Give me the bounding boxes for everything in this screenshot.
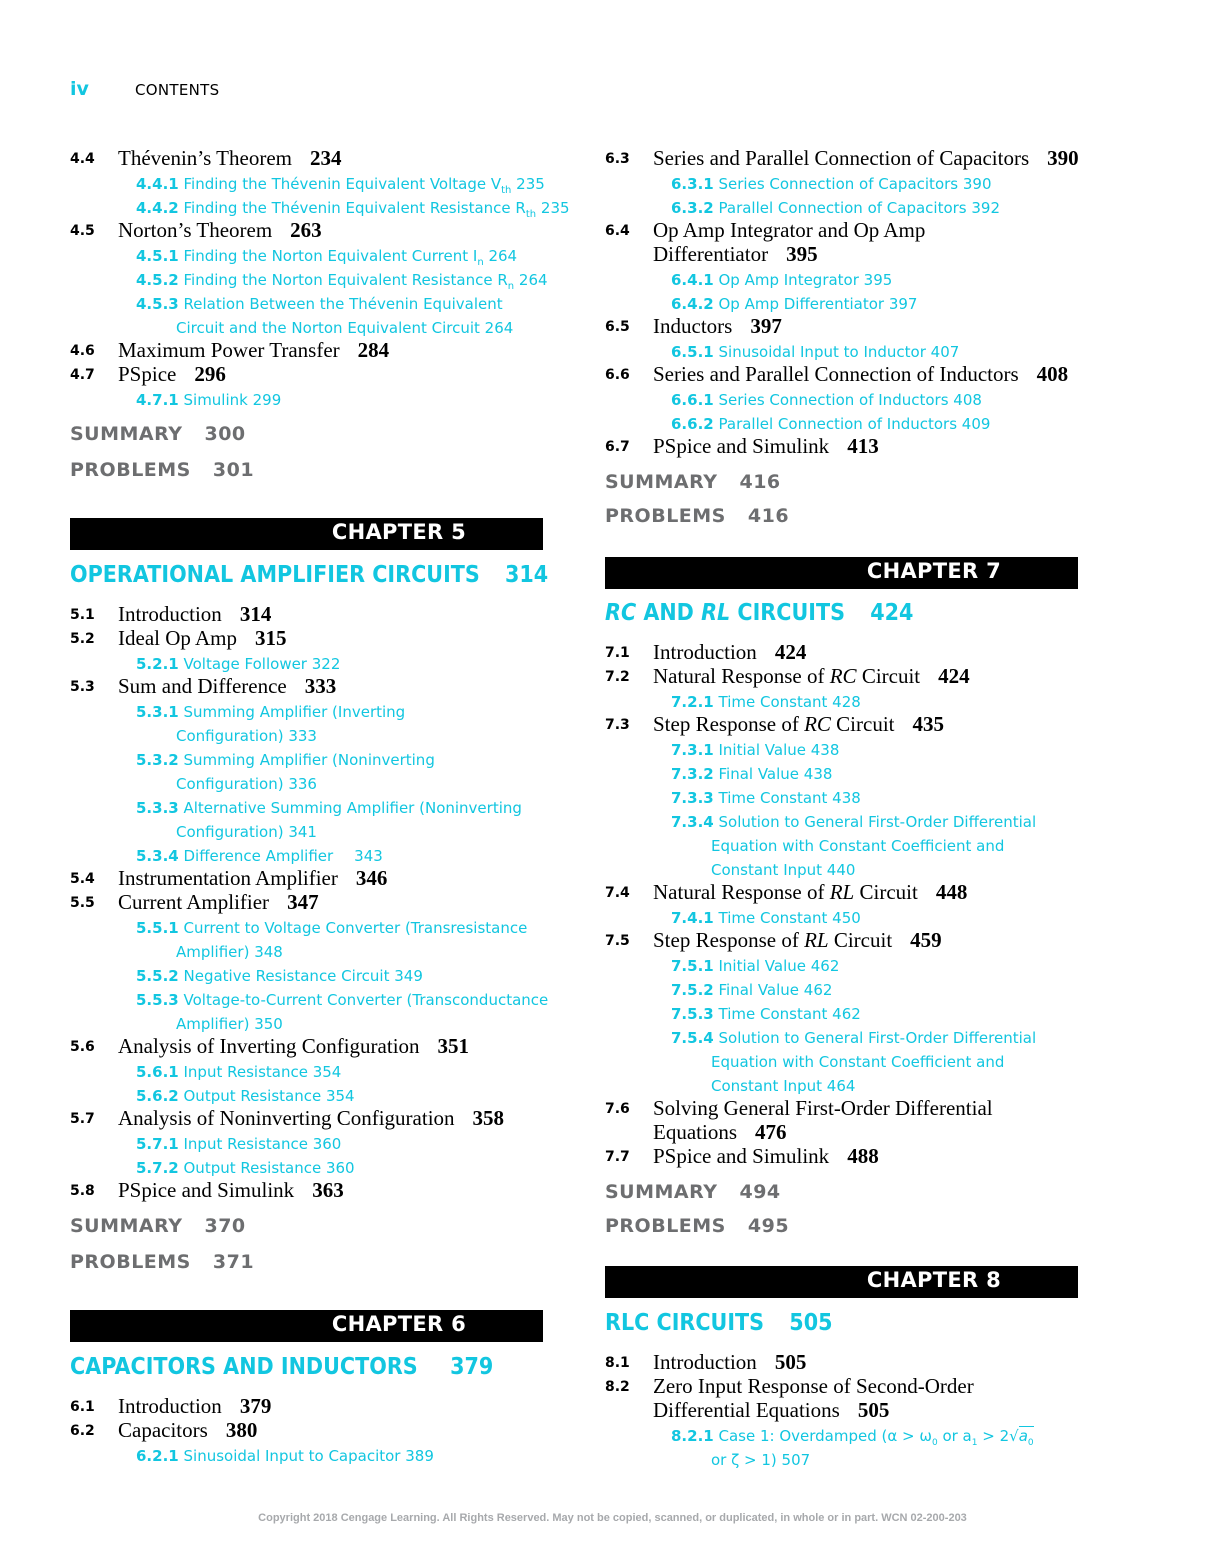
section-title: Analysis of Inverting Configuration 351 — [118, 1034, 470, 1058]
running-head: CONTENTS — [135, 81, 220, 99]
toc-subsection-continued: or ζ > 1) 507 — [711, 1451, 811, 1469]
section-number: 7.4 — [605, 885, 630, 901]
toc-subsection[interactable]: 5.6.2 Output Resistance 354 — [136, 1087, 355, 1105]
toc-subsection[interactable]: 5.3.3 Alternative Summing Amplifier (Noninverting — [136, 799, 522, 817]
section-number: 7.5 — [605, 933, 630, 949]
section-number: 4.5 — [70, 223, 95, 239]
toc-subsection[interactable]: 6.2.1 Sinusoidal Input to Capacitor 389 — [136, 1447, 434, 1465]
toc-subsection[interactable]: 7.3.2 Final Value 438 — [671, 765, 833, 783]
section-title: Series and Parallel Connection of Inductors 408 — [653, 362, 1069, 386]
problems-entry[interactable]: PROBLEMS 495 — [605, 1215, 790, 1237]
section-number: 4.6 — [70, 343, 95, 359]
section-number: 6.4 — [605, 223, 630, 239]
page-number: iv — [70, 78, 89, 100]
section-number: 5.4 — [70, 871, 95, 887]
problems-entry[interactable]: PROBLEMS 371 — [70, 1251, 255, 1273]
section-title: Thévenin’s Theorem 234 — [118, 146, 342, 170]
section-title: PSpice 296 — [118, 362, 226, 386]
toc-subsection[interactable]: 7.3.4 Solution to General First-Order Differential — [671, 813, 1037, 831]
toc-subsection-continued: Constant Input 464 — [711, 1077, 856, 1095]
summary-entry[interactable]: SUMMARY 494 — [605, 1181, 781, 1203]
toc-subsection[interactable]: 4.7.1 Simulink 299 — [136, 391, 282, 409]
chapter-title[interactable]: RC AND RL CIRCUITS 424 — [605, 600, 914, 626]
section-number: 5.3 — [70, 679, 95, 695]
section-title: PSpice and Simulink 413 — [653, 434, 879, 458]
toc-subsection[interactable]: 5.7.2 Output Resistance 360 — [136, 1159, 355, 1177]
section-number: 8.2 — [605, 1379, 630, 1395]
section-number: 5.1 — [70, 607, 95, 623]
section-title-continued: Equations 476 — [653, 1120, 787, 1144]
section-number: 6.2 — [70, 1423, 95, 1439]
toc-subsection[interactable]: 5.6.1 Input Resistance 354 — [136, 1063, 342, 1081]
section-title: Inductors 397 — [653, 314, 782, 338]
section-number: 4.4 — [70, 151, 95, 167]
toc-subsection[interactable]: 4.5.1 Finding the Norton Equivalent Current $I_n$ 264 — [136, 247, 518, 268]
section-number: 6.7 — [605, 439, 630, 455]
section-title: Natural Response of RC Circuit 424 — [653, 664, 970, 688]
toc-subsection[interactable]: 6.4.1 Op Amp Integrator 395 — [671, 271, 893, 289]
section-number: 8.1 — [605, 1355, 630, 1371]
toc-subsection[interactable]: 7.3.1 Initial Value 438 — [671, 741, 840, 759]
section-title-continued: Differential Equations 505 — [653, 1398, 890, 1422]
toc-subsection-continued: Constant Input 440 — [711, 861, 856, 879]
toc-subsection[interactable]: 6.6.2 Parallel Connection of Inductors 409 — [671, 415, 991, 433]
section-number: 5.5 — [70, 895, 95, 911]
toc-subsection[interactable]: 5.3.4 Difference Amplifier 343 — [136, 847, 383, 865]
chapter-banner: CHAPTER 8 — [605, 1266, 1078, 1298]
section-number: 7.2 — [605, 669, 630, 685]
toc-subsection[interactable]: 7.5.1 Initial Value 462 — [671, 957, 840, 975]
section-title: Norton’s Theorem 263 — [118, 218, 322, 242]
problems-entry[interactable]: PROBLEMS 416 — [605, 505, 790, 527]
toc-subsection[interactable]: 5.2.1 Voltage Follower 322 — [136, 655, 341, 673]
toc-subsection[interactable]: 6.3.1 Series Connection of Capacitors 390 — [671, 175, 992, 193]
toc-subsection-continued: Amplifier) 350 — [176, 1015, 283, 1033]
section-title: Introduction 424 — [653, 640, 807, 664]
sqrt-icon: √ — [1009, 1427, 1019, 1445]
toc-subsection[interactable]: 7.5.3 Time Constant 462 — [671, 1005, 861, 1023]
section-title: Op Amp Integrator and Op Amp — [653, 218, 926, 242]
toc-subsection-continued: Configuration) 341 — [176, 823, 317, 841]
toc-subsection[interactable]: 4.5.2 Finding the Norton Equivalent Resistance $R_n$ 264 — [136, 271, 548, 292]
section-title: Ideal Op Amp 315 — [118, 626, 287, 650]
section-number: 5.6 — [70, 1039, 95, 1055]
toc-subsection[interactable]: 7.3.3 Time Constant 438 — [671, 789, 861, 807]
section-title: Step Response of RL Circuit 459 — [653, 928, 942, 952]
section-title: Natural Response of RL Circuit 448 — [653, 880, 968, 904]
toc-subsection[interactable]: 5.3.2 Summing Amplifier (Noninverting — [136, 751, 435, 769]
problems-entry[interactable]: PROBLEMS 301 — [70, 459, 255, 481]
section-number: 6.6 — [605, 367, 630, 383]
section-number: 5.2 — [70, 631, 95, 647]
toc-subsection[interactable]: 5.5.1 Current to Voltage Converter (Transresistance — [136, 919, 528, 937]
chapter-title[interactable]: RLC CIRCUITS 505 — [605, 1310, 833, 1336]
chapter-title[interactable]: OPERATIONAL AMPLIFIER CIRCUITS 314 — [70, 562, 549, 588]
toc-subsection[interactable]: 5.5.2 Negative Resistance Circuit 349 — [136, 967, 423, 985]
summary-entry[interactable]: SUMMARY 300 — [70, 423, 246, 445]
chapter-banner: CHAPTER 5 — [70, 518, 543, 550]
toc-subsection[interactable]: 4.5.3 Relation Between the Thévenin Equivalent — [136, 295, 503, 313]
section-number: 7.7 — [605, 1149, 630, 1165]
section-number: 7.3 — [605, 717, 630, 733]
section-title: Maximum Power Transfer 284 — [118, 338, 390, 362]
section-title: Series and Parallel Connection of Capacitors 390 — [653, 146, 1079, 170]
toc-subsection-continued: Amplifier) 348 — [176, 943, 283, 961]
toc-subsection[interactable]: 4.4.1 Finding the Thévenin Equivalent Voltage $V_{th}$ 235 — [136, 175, 545, 196]
toc-subsection[interactable]: 5.7.1 Input Resistance 360 — [136, 1135, 342, 1153]
toc-subsection[interactable]: 5.3.1 Summing Amplifier (Inverting — [136, 703, 406, 721]
toc-subsection[interactable]: 8.2.1 Case 1: Overdamped ($\alpha > \omega_0$ or $a_1 > 2√a_0$ — [671, 1427, 1034, 1448]
toc-subsection[interactable]: 4.4.2 Finding the Thévenin Equivalent Resistance $R_{th}$ 235 — [136, 199, 570, 220]
section-title: Sum and Difference 333 — [118, 674, 337, 698]
section-number: 6.5 — [605, 319, 630, 335]
toc-subsection-continued: Equation with Constant Coefficient and — [711, 837, 1005, 855]
section-number: 6.3 — [605, 151, 630, 167]
summary-entry[interactable]: SUMMARY 370 — [70, 1215, 246, 1237]
toc-subsection[interactable]: 6.3.2 Parallel Connection of Capacitors 392 — [671, 199, 1001, 217]
toc-subsection-continued: Equation with Constant Coefficient and — [711, 1053, 1005, 1071]
section-title: Introduction 379 — [118, 1394, 272, 1418]
copyright-footer: Copyright 2018 Cengage Learning. All Rights Reserved. May not be copied, scanned, or duplicated, in whole or in part. WCN 02-200-203 — [258, 1512, 967, 1524]
section-title: Introduction 505 — [653, 1350, 807, 1374]
section-number: 5.8 — [70, 1183, 95, 1199]
toc-subsection[interactable]: 6.4.2 Op Amp Differentiator 397 — [671, 295, 918, 313]
section-number: 5.7 — [70, 1111, 95, 1127]
section-number: 4.7 — [70, 367, 95, 383]
section-title: Introduction 314 — [118, 602, 272, 626]
section-title: Capacitors 380 — [118, 1418, 258, 1442]
toc-subsection[interactable]: 7.5.4 Solution to General First-Order Differential — [671, 1029, 1037, 1047]
section-title: PSpice and Simulink 363 — [118, 1178, 344, 1202]
section-title: Zero Input Response of Second-Order — [653, 1374, 974, 1398]
toc-subsection-continued: Configuration) 333 — [176, 727, 317, 745]
section-title: Step Response of RC Circuit 435 — [653, 712, 944, 736]
section-title: Analysis of Noninverting Configuration 358 — [118, 1106, 505, 1130]
toc-subsection[interactable]: 5.5.3 Voltage-to-Current Converter (Transconductance — [136, 991, 549, 1009]
section-title: Current Amplifier 347 — [118, 890, 319, 914]
toc-subsection[interactable]: 7.5.2 Final Value 462 — [671, 981, 833, 999]
section-number: 7.6 — [605, 1101, 630, 1117]
toc-subsection[interactable]: 6.6.1 Series Connection of Inductors 408 — [671, 391, 982, 409]
section-number: 6.1 — [70, 1399, 95, 1415]
summary-entry[interactable]: SUMMARY 416 — [605, 471, 781, 493]
toc-subsection-continued: Configuration) 336 — [176, 775, 317, 793]
section-title: Solving General First-Order Differential — [653, 1096, 993, 1120]
section-title: Instrumentation Amplifier 346 — [118, 866, 388, 890]
toc-subsection-continued: Circuit and the Norton Equivalent Circuit 264 — [176, 319, 514, 337]
chapter-banner: CHAPTER 7 — [605, 557, 1078, 589]
chapter-banner: CHAPTER 6 — [70, 1310, 543, 1342]
chapter-title[interactable]: CAPACITORS AND INDUCTORS 379 — [70, 1354, 494, 1380]
section-title-continued: Differentiator 395 — [653, 242, 818, 266]
toc-subsection[interactable]: 7.2.1 Time Constant 428 — [671, 693, 861, 711]
toc-subsection[interactable]: 6.5.1 Sinusoidal Input to Inductor 407 — [671, 343, 960, 361]
toc-subsection[interactable]: 7.4.1 Time Constant 450 — [671, 909, 861, 927]
section-number: 7.1 — [605, 645, 630, 661]
section-title: PSpice and Simulink 488 — [653, 1144, 879, 1168]
